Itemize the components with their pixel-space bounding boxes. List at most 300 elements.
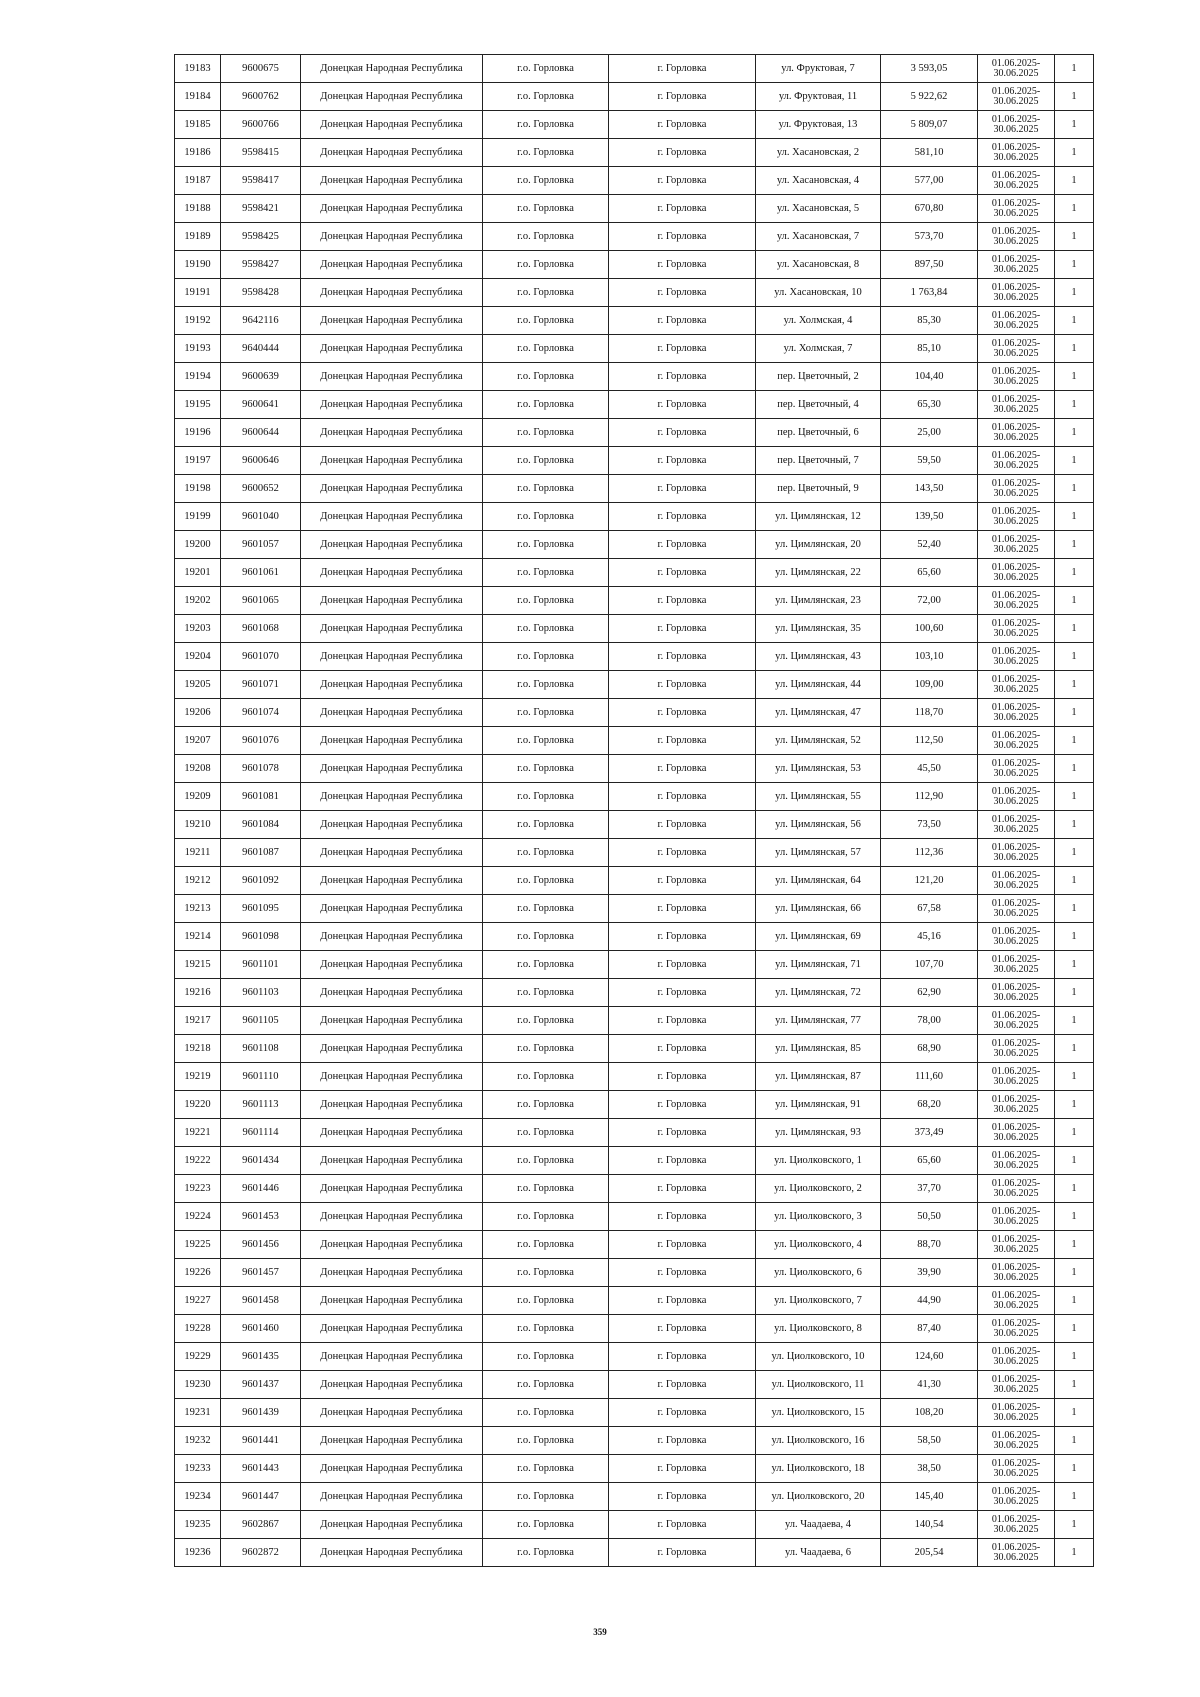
table-row: [175, 643, 1094, 671]
locality-cell: г. Горловка: [609, 1371, 756, 1399]
period-start: 01.06.2025-: [991, 869, 1041, 881]
period-start: 01.06.2025-: [991, 645, 1041, 657]
district-cell: г.о. Горловка: [483, 279, 609, 307]
period-end: 30.06.2025: [993, 991, 1039, 1003]
address-cell: ул. Цимлянская, 56: [756, 811, 881, 839]
table-row: [175, 503, 1094, 531]
area-cell: 85,10: [881, 335, 978, 363]
region-cell: Донецкая Народная Республика: [301, 1287, 483, 1315]
period-cell: [978, 895, 1055, 923]
district-cell: г.о. Горловка: [483, 1315, 609, 1343]
address-cell: ул. Цимлянская, 85: [756, 1035, 881, 1063]
count-cell: 1: [1055, 1147, 1094, 1175]
table-row: [175, 1483, 1094, 1511]
region-cell: Донецкая Народная Республика: [301, 279, 483, 307]
table-row: [175, 167, 1094, 195]
area-cell: 52,40: [881, 531, 978, 559]
region-cell: Донецкая Народная Республика: [301, 1455, 483, 1483]
address-cell: ул. Чаадаева, 6: [756, 1539, 881, 1567]
count-cell: 1: [1055, 671, 1094, 699]
count-cell: 1: [1055, 1063, 1094, 1091]
area-cell: 88,70: [881, 1231, 978, 1259]
address-cell: ул. Цимлянская, 91: [756, 1091, 881, 1119]
row-number-cell: 19196: [175, 419, 221, 447]
locality-cell: г. Горловка: [609, 895, 756, 923]
locality-cell: г. Горловка: [609, 223, 756, 251]
period-end: 30.06.2025: [993, 879, 1039, 891]
area-cell: 103,10: [881, 643, 978, 671]
table-row: [175, 1035, 1094, 1063]
table-row: [175, 923, 1094, 951]
row-number-cell: 19207: [175, 727, 221, 755]
row-number-cell: 19235: [175, 1511, 221, 1539]
address-cell: пер. Цветочный, 6: [756, 419, 881, 447]
object-id-cell: 9598421: [221, 195, 301, 223]
area-cell: 87,40: [881, 1315, 978, 1343]
object-id-cell: 9601092: [221, 867, 301, 895]
period-end: 30.06.2025: [993, 1523, 1039, 1535]
locality-cell: г. Горловка: [609, 755, 756, 783]
count-cell: 1: [1055, 1203, 1094, 1231]
address-cell: ул. Чаадаева, 4: [756, 1511, 881, 1539]
area-cell: 109,00: [881, 671, 978, 699]
object-id-cell: 9600639: [221, 363, 301, 391]
row-number-cell: 19183: [175, 55, 221, 83]
table-row: [175, 727, 1094, 755]
count-cell: 1: [1055, 475, 1094, 503]
period-cell: [978, 475, 1055, 503]
address-cell: пер. Цветочный, 2: [756, 363, 881, 391]
row-number-cell: 19184: [175, 83, 221, 111]
area-cell: 38,50: [881, 1455, 978, 1483]
district-cell: г.о. Горловка: [483, 1259, 609, 1287]
locality-cell: г. Горловка: [609, 979, 756, 1007]
row-number-cell: 19217: [175, 1007, 221, 1035]
district-cell: г.о. Горловка: [483, 531, 609, 559]
address-cell: ул. Цимлянская, 23: [756, 587, 881, 615]
row-number-cell: 19193: [175, 335, 221, 363]
locality-cell: г. Горловка: [609, 1287, 756, 1315]
district-cell: г.о. Горловка: [483, 1427, 609, 1455]
period-end: 30.06.2025: [993, 1103, 1039, 1115]
period-end: 30.06.2025: [993, 1299, 1039, 1311]
registry-sheet: [174, 54, 1093, 1567]
table-row: [175, 83, 1094, 111]
area-cell: 58,50: [881, 1427, 978, 1455]
area-cell: 62,90: [881, 979, 978, 1007]
district-cell: г.о. Горловка: [483, 1007, 609, 1035]
period-cell: [978, 1063, 1055, 1091]
region-cell: Донецкая Народная Республика: [301, 1483, 483, 1511]
locality-cell: г. Горловка: [609, 1147, 756, 1175]
table-row: [175, 363, 1094, 391]
object-id-cell: 9601456: [221, 1231, 301, 1259]
period-end: 30.06.2025: [993, 1075, 1039, 1087]
period-cell: [978, 671, 1055, 699]
locality-cell: г. Горловка: [609, 1455, 756, 1483]
address-cell: ул. Цимлянская, 69: [756, 923, 881, 951]
table-row: [175, 223, 1094, 251]
district-cell: г.о. Горловка: [483, 223, 609, 251]
period-end: 30.06.2025: [993, 1159, 1039, 1171]
row-number-cell: 19210: [175, 811, 221, 839]
period-start: 01.06.2025-: [991, 281, 1041, 293]
district-cell: г.о. Горловка: [483, 1231, 609, 1259]
address-cell: ул. Циолковского, 18: [756, 1455, 881, 1483]
region-cell: Донецкая Народная Республика: [301, 363, 483, 391]
period-end: 30.06.2025: [993, 403, 1039, 415]
object-id-cell: 9601439: [221, 1399, 301, 1427]
region-cell: Донецкая Народная Республика: [301, 1203, 483, 1231]
count-cell: 1: [1055, 279, 1094, 307]
region-cell: Донецкая Народная Республика: [301, 1175, 483, 1203]
area-cell: 373,49: [881, 1119, 978, 1147]
object-id-cell: 9601434: [221, 1147, 301, 1175]
period-end: 30.06.2025: [993, 319, 1039, 331]
row-number-cell: 19198: [175, 475, 221, 503]
row-number-cell: 19203: [175, 615, 221, 643]
district-cell: г.о. Горловка: [483, 727, 609, 755]
count-cell: 1: [1055, 55, 1094, 83]
count-cell: 1: [1055, 1035, 1094, 1063]
locality-cell: г. Горловка: [609, 1203, 756, 1231]
area-cell: 72,00: [881, 587, 978, 615]
address-cell: ул. Фруктовая, 7: [756, 55, 881, 83]
table-row: [175, 195, 1094, 223]
locality-cell: г. Горловка: [609, 251, 756, 279]
table-row: [175, 867, 1094, 895]
row-number-cell: 19208: [175, 755, 221, 783]
period-end: 30.06.2025: [993, 1271, 1039, 1283]
count-cell: 1: [1055, 1539, 1094, 1567]
region-cell: Донецкая Народная Республика: [301, 615, 483, 643]
address-cell: ул. Циолковского, 1: [756, 1147, 881, 1175]
count-cell: 1: [1055, 839, 1094, 867]
table-row: [175, 699, 1094, 727]
region-cell: Донецкая Народная Республика: [301, 923, 483, 951]
district-cell: г.о. Горловка: [483, 391, 609, 419]
period-start: 01.06.2025-: [991, 365, 1041, 377]
object-id-cell: 9598417: [221, 167, 301, 195]
region-cell: Донецкая Народная Республика: [301, 195, 483, 223]
period-end: 30.06.2025: [993, 739, 1039, 751]
object-id-cell: 9601443: [221, 1455, 301, 1483]
region-cell: Донецкая Народная Республика: [301, 1315, 483, 1343]
period-cell: [978, 1399, 1055, 1427]
period-end: 30.06.2025: [993, 431, 1039, 443]
count-cell: 1: [1055, 587, 1094, 615]
locality-cell: г. Горловка: [609, 671, 756, 699]
period-end: 30.06.2025: [993, 935, 1039, 947]
object-id-cell: 9602872: [221, 1539, 301, 1567]
period-cell: [978, 139, 1055, 167]
count-cell: 1: [1055, 1007, 1094, 1035]
locality-cell: г. Горловка: [609, 335, 756, 363]
period-cell: [978, 1231, 1055, 1259]
district-cell: г.о. Горловка: [483, 811, 609, 839]
period-start: 01.06.2025-: [991, 1429, 1041, 1441]
area-cell: 37,70: [881, 1175, 978, 1203]
period-cell: [978, 335, 1055, 363]
district-cell: г.о. Горловка: [483, 83, 609, 111]
row-number-cell: 19209: [175, 783, 221, 811]
period-cell: [978, 979, 1055, 1007]
address-cell: ул. Цимлянская, 64: [756, 867, 881, 895]
count-cell: 1: [1055, 1371, 1094, 1399]
region-cell: Донецкая Народная Республика: [301, 1427, 483, 1455]
period-cell: [978, 923, 1055, 951]
count-cell: 1: [1055, 755, 1094, 783]
object-id-cell: 9598428: [221, 279, 301, 307]
region-cell: Донецкая Народная Республика: [301, 587, 483, 615]
locality-cell: г. Горловка: [609, 1315, 756, 1343]
period-end: 30.06.2025: [993, 95, 1039, 107]
period-start: 01.06.2025-: [991, 925, 1041, 937]
region-cell: Донецкая Народная Республика: [301, 1259, 483, 1287]
period-start: 01.06.2025-: [991, 421, 1041, 433]
area-cell: 107,70: [881, 951, 978, 979]
period-start: 01.06.2025-: [991, 1149, 1041, 1161]
count-cell: 1: [1055, 559, 1094, 587]
period-end: 30.06.2025: [993, 123, 1039, 135]
region-cell: Донецкая Народная Республика: [301, 307, 483, 335]
period-cell: [978, 55, 1055, 83]
count-cell: 1: [1055, 1399, 1094, 1427]
district-cell: г.о. Горловка: [483, 55, 609, 83]
period-start: 01.06.2025-: [991, 1457, 1041, 1469]
locality-cell: г. Горловка: [609, 55, 756, 83]
address-cell: ул. Цимлянская, 20: [756, 531, 881, 559]
object-id-cell: 9600675: [221, 55, 301, 83]
count-cell: 1: [1055, 1231, 1094, 1259]
period-start: 01.06.2025-: [991, 561, 1041, 573]
area-cell: 44,90: [881, 1287, 978, 1315]
row-number-cell: 19190: [175, 251, 221, 279]
locality-cell: г. Горловка: [609, 1343, 756, 1371]
count-cell: 1: [1055, 391, 1094, 419]
region-cell: Донецкая Народная Республика: [301, 783, 483, 811]
period-cell: [978, 1511, 1055, 1539]
period-cell: [978, 1343, 1055, 1371]
area-cell: 121,20: [881, 867, 978, 895]
count-cell: 1: [1055, 1091, 1094, 1119]
period-cell: [978, 1287, 1055, 1315]
period-end: 30.06.2025: [993, 1551, 1039, 1563]
row-number-cell: 19187: [175, 167, 221, 195]
locality-cell: г. Горловка: [609, 587, 756, 615]
period-cell: [978, 1035, 1055, 1063]
region-cell: Донецкая Народная Республика: [301, 475, 483, 503]
count-cell: 1: [1055, 783, 1094, 811]
period-end: 30.06.2025: [993, 1495, 1039, 1507]
count-cell: 1: [1055, 167, 1094, 195]
region-cell: Донецкая Народная Республика: [301, 531, 483, 559]
row-number-cell: 19219: [175, 1063, 221, 1091]
count-cell: 1: [1055, 1175, 1094, 1203]
area-cell: 65,60: [881, 1147, 978, 1175]
period-start: 01.06.2025-: [991, 197, 1041, 209]
locality-cell: г. Горловка: [609, 391, 756, 419]
address-cell: ул. Цимлянская, 71: [756, 951, 881, 979]
area-cell: 124,60: [881, 1343, 978, 1371]
row-number-cell: 19220: [175, 1091, 221, 1119]
count-cell: 1: [1055, 923, 1094, 951]
object-id-cell: 9601110: [221, 1063, 301, 1091]
locality-cell: г. Горловка: [609, 1119, 756, 1147]
locality-cell: г. Горловка: [609, 503, 756, 531]
locality-cell: г. Горловка: [609, 699, 756, 727]
count-cell: 1: [1055, 951, 1094, 979]
period-end: 30.06.2025: [993, 1131, 1039, 1143]
count-cell: 1: [1055, 979, 1094, 1007]
region-cell: Донецкая Народная Республика: [301, 391, 483, 419]
table-row: [175, 391, 1094, 419]
period-start: 01.06.2025-: [991, 1373, 1041, 1385]
period-end: 30.06.2025: [993, 963, 1039, 975]
region-cell: Донецкая Народная Республика: [301, 419, 483, 447]
locality-cell: г. Горловка: [609, 727, 756, 755]
table-row: [175, 1511, 1094, 1539]
area-cell: 108,20: [881, 1399, 978, 1427]
area-cell: 100,60: [881, 615, 978, 643]
district-cell: г.о. Горловка: [483, 1343, 609, 1371]
table-row: [175, 587, 1094, 615]
district-cell: г.о. Горловка: [483, 195, 609, 223]
count-cell: 1: [1055, 307, 1094, 335]
count-cell: 1: [1055, 195, 1094, 223]
count-cell: 1: [1055, 111, 1094, 139]
period-start: 01.06.2025-: [991, 1289, 1041, 1301]
district-cell: г.о. Горловка: [483, 979, 609, 1007]
period-start: 01.06.2025-: [991, 1037, 1041, 1049]
region-cell: Донецкая Народная Республика: [301, 503, 483, 531]
period-end: 30.06.2025: [993, 291, 1039, 303]
table-row: [175, 279, 1094, 307]
row-number-cell: 19216: [175, 979, 221, 1007]
period-start: 01.06.2025-: [991, 477, 1041, 489]
row-number-cell: 19206: [175, 699, 221, 727]
area-cell: 111,60: [881, 1063, 978, 1091]
count-cell: 1: [1055, 1455, 1094, 1483]
area-cell: 118,70: [881, 699, 978, 727]
locality-cell: г. Горловка: [609, 783, 756, 811]
district-cell: г.о. Горловка: [483, 447, 609, 475]
period-start: 01.06.2025-: [991, 225, 1041, 237]
district-cell: г.о. Горловка: [483, 363, 609, 391]
locality-cell: г. Горловка: [609, 1539, 756, 1567]
count-cell: 1: [1055, 1511, 1094, 1539]
row-number-cell: 19202: [175, 587, 221, 615]
district-cell: г.о. Горловка: [483, 783, 609, 811]
period-start: 01.06.2025-: [991, 897, 1041, 909]
period-end: 30.06.2025: [993, 543, 1039, 555]
region-cell: Донецкая Народная Республика: [301, 951, 483, 979]
object-id-cell: 9601065: [221, 587, 301, 615]
region-cell: Донецкая Народная Республика: [301, 1343, 483, 1371]
period-cell: [978, 251, 1055, 279]
address-cell: ул. Циолковского, 7: [756, 1287, 881, 1315]
period-start: 01.06.2025-: [991, 1093, 1041, 1105]
address-cell: ул. Цимлянская, 87: [756, 1063, 881, 1091]
region-cell: Донецкая Народная Республика: [301, 755, 483, 783]
row-number-cell: 19215: [175, 951, 221, 979]
table-row: [175, 755, 1094, 783]
region-cell: Донецкая Народная Республика: [301, 839, 483, 867]
district-cell: г.о. Горловка: [483, 587, 609, 615]
region-cell: Донецкая Народная Республика: [301, 83, 483, 111]
region-cell: Донецкая Народная Республика: [301, 1119, 483, 1147]
row-number-cell: 19213: [175, 895, 221, 923]
table-row: [175, 335, 1094, 363]
period-cell: [978, 1455, 1055, 1483]
locality-cell: г. Горловка: [609, 1483, 756, 1511]
area-cell: 205,54: [881, 1539, 978, 1567]
locality-cell: г. Горловка: [609, 363, 756, 391]
area-cell: 145,40: [881, 1483, 978, 1511]
count-cell: 1: [1055, 223, 1094, 251]
row-number-cell: 19232: [175, 1427, 221, 1455]
row-number-cell: 19211: [175, 839, 221, 867]
period-cell: [978, 867, 1055, 895]
row-number-cell: 19221: [175, 1119, 221, 1147]
area-cell: 5 922,62: [881, 83, 978, 111]
district-cell: г.о. Горловка: [483, 951, 609, 979]
period-cell: [978, 419, 1055, 447]
region-cell: Донецкая Народная Республика: [301, 1399, 483, 1427]
object-id-cell: 9602867: [221, 1511, 301, 1539]
area-cell: 573,70: [881, 223, 978, 251]
area-cell: 68,20: [881, 1091, 978, 1119]
period-end: 30.06.2025: [993, 1355, 1039, 1367]
region-cell: Донецкая Народная Республика: [301, 699, 483, 727]
count-cell: 1: [1055, 1259, 1094, 1287]
object-id-cell: 9601113: [221, 1091, 301, 1119]
table-row: [175, 1315, 1094, 1343]
object-id-cell: 9601435: [221, 1343, 301, 1371]
area-cell: 73,50: [881, 811, 978, 839]
locality-cell: г. Горловка: [609, 867, 756, 895]
period-end: 30.06.2025: [993, 627, 1039, 639]
table-row: [175, 1539, 1094, 1567]
region-cell: Донецкая Народная Республика: [301, 1371, 483, 1399]
table-row: [175, 251, 1094, 279]
period-start: 01.06.2025-: [991, 449, 1041, 461]
region-cell: Донецкая Народная Республика: [301, 1063, 483, 1091]
table-row: [175, 1147, 1094, 1175]
count-cell: 1: [1055, 1427, 1094, 1455]
object-id-cell: 9601441: [221, 1427, 301, 1455]
table-row: [175, 55, 1094, 83]
period-cell: [978, 1147, 1055, 1175]
address-cell: ул. Хасановская, 7: [756, 223, 881, 251]
period-cell: [978, 755, 1055, 783]
period-cell: [978, 1539, 1055, 1567]
address-cell: ул. Цимлянская, 47: [756, 699, 881, 727]
object-id-cell: 9600641: [221, 391, 301, 419]
area-cell: 67,58: [881, 895, 978, 923]
period-cell: [978, 1203, 1055, 1231]
locality-cell: г. Горловка: [609, 839, 756, 867]
period-end: 30.06.2025: [993, 263, 1039, 275]
district-cell: г.о. Горловка: [483, 1119, 609, 1147]
district-cell: г.о. Горловка: [483, 559, 609, 587]
region-cell: Донецкая Народная Республика: [301, 811, 483, 839]
area-cell: 670,80: [881, 195, 978, 223]
period-cell: [978, 83, 1055, 111]
region-cell: Донецкая Народная Республика: [301, 1539, 483, 1567]
area-cell: 65,60: [881, 559, 978, 587]
page-number: 359: [593, 1627, 607, 1637]
